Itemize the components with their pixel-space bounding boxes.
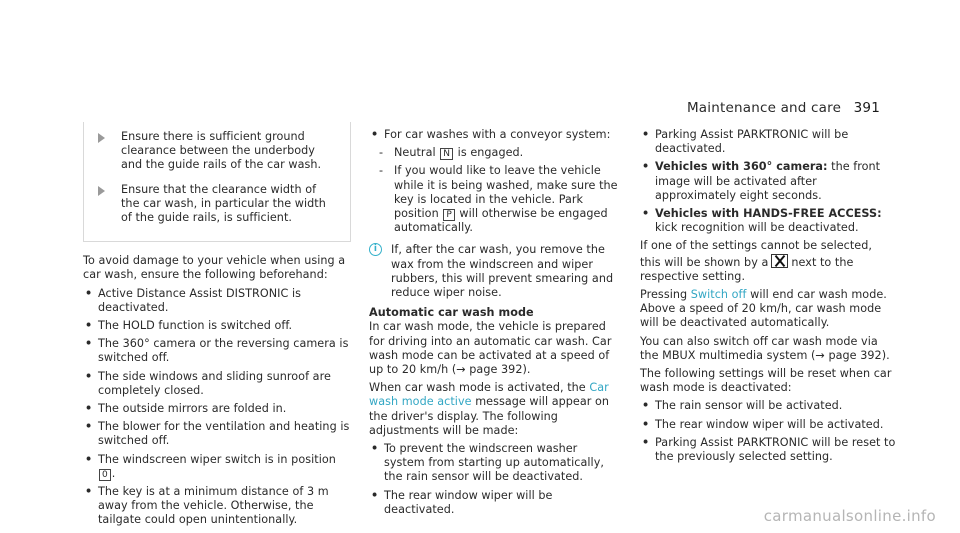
list-item: • The 360° camera or the reversing camera is switched off. [85, 337, 349, 365]
column-left [83, 128, 351, 532]
list-item: • Parking Assist PARKTRONIC will be reset to the previously selected setting. [642, 435, 896, 464]
info-icon: i [369, 243, 382, 256]
display-message-link: Car wash mode active [369, 381, 609, 409]
park-position-icon: P [443, 209, 454, 221]
list-item: • To prevent the windscreen washer system from starting up automatically, the rain sensor will be deactivated. [371, 442, 604, 484]
list-item: • Active Distance Assist DISTRONIC is deactivated. [85, 286, 301, 314]
paragraph: Pressing Switch off will end car wash mode. Above a speed of 20 km/h, car wash mode will be deactivated automatically. [640, 288, 887, 330]
paragraph: When car wash mode is activated, the Car wash mode active message will appear on the driver's display. The following adjustments will be made: [369, 381, 610, 437]
list-item: • For car washes with a conveyor system: [371, 128, 611, 141]
sub-list-item: - Neutral N is engaged. [379, 146, 524, 160]
neutral-gear-icon: N [440, 148, 453, 160]
list-item: • The key is at a minimum distance of 3 m away from the vehicle. Otherwise, the tailgate could open unintentionally. [85, 485, 329, 527]
paragraph: The following settings will be reset when car wash mode is deactivated: [640, 367, 892, 395]
column-right [640, 128, 896, 468]
list-item: • The outside mirrors are folded in. [85, 402, 287, 416]
section-heading: Automatic car wash mode [369, 306, 534, 320]
paragraph: You can also switch off car wash mode via the MBUX multimedia system (→ page 392). [640, 334, 890, 362]
paragraph: In car wash mode, the vehicle is prepared for driving into an automatic car wash. Car wash mode can be activated at a speed of up to 20 km/h (→ page 392). [369, 320, 612, 377]
step-item: Ensure there is sufficient ground clearance between the underbody and the guide rails of the car wash. [98, 130, 338, 173]
list-item: • Parking Assist PARKTRONIC will be deactivated. [642, 128, 849, 156]
sub-list-item: - If you would like to leave the vehicle while it is being washed, make sure the key is located in the vehicle. Park position P will otherwise be engaged automatically. [379, 164, 618, 235]
switch-off-link: Switch off [690, 288, 747, 302]
list-item: • Vehicles with HANDS-FREE ACCESS: kick recognition will be deactivated. [642, 207, 882, 235]
section-title: Maintenance and care [686, 100, 842, 116]
list-item: • The HOLD function is switched off. [85, 319, 293, 333]
intro-text: To avoid damage to your vehicle when using a car wash, ensure the following beforehand: [83, 254, 346, 282]
unavailable-x-icon [771, 254, 788, 268]
list-item: • The blower for the ventilation and heating is switched off. [85, 420, 350, 448]
paragraph: If one of the settings cannot be selected, this will be shown by a next to the respective setting. [640, 239, 872, 283]
info-note: i If, after the car wash, you remove the wax from the windscreen and wiper rubbers, this will prevent smearing and reduce wiper noise. [369, 243, 621, 300]
position-zero-icon: 0 [99, 469, 111, 481]
list-item: • The rain sensor will be activated. [642, 399, 843, 413]
list-item: • The rear window wiper will be deactivated. [371, 488, 553, 516]
column-middle [369, 128, 621, 521]
list-item: • The windscreen wiper switch is in position 0 . [85, 452, 336, 480]
step-arrow-icon [98, 133, 105, 143]
steps-box [83, 122, 351, 242]
list-item: • Vehicles with 360° camera: the front image will be activated after approximately eight seconds. [642, 160, 881, 202]
watermark: carmanualsonline.info [763, 507, 936, 525]
page-number: 391 [853, 100, 880, 116]
list-item: • The side windows and sliding sunroof are completely closed. [85, 369, 331, 397]
list-item: • The rear window wiper will be activated. [642, 417, 884, 431]
page-header [687, 100, 880, 116]
step-item: Ensure that the clearance width of the car wash, in particular the width of the guide rails, is sufficient. [98, 183, 338, 226]
step-arrow-icon [98, 186, 105, 196]
